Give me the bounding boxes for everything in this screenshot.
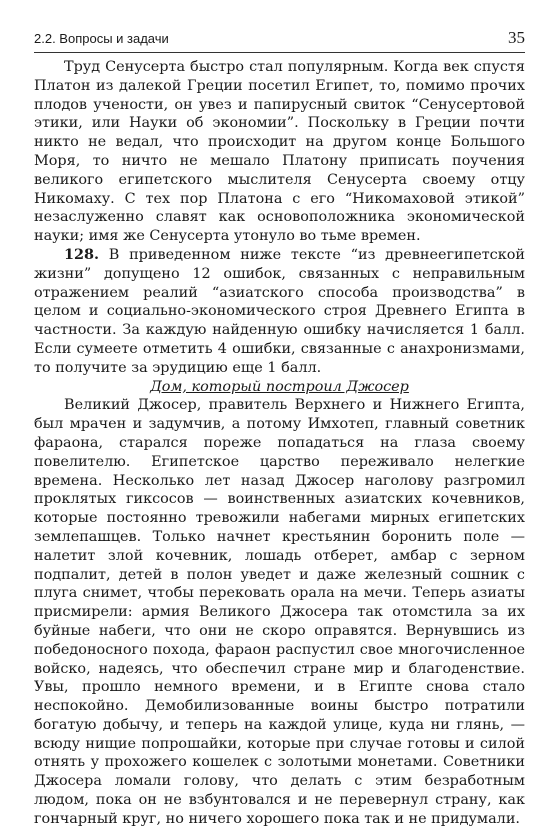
story-title: Дом, который построил Джосер — [150, 378, 409, 395]
paragraph-djoser: Великий Джосер, правитель Верхнего и Нижнего Египта, был мрачен и задумчив, а потому Имхотеп, главный советник фараона, старался пореже попадаться на глаза своему повелителю. Египетское царство переживало нелегкие времена. Несколько лет назад Джосер наголову разгромил проклятых гиксосов — воинственных азиатских кочевников, которые постоянно тревожили набегами мирных египетских землепашцев. Только начнет крестьянин боронить поле — налетит злой кочевник, лошадь отберет, амбар с зерном подпалит, детей в полон уведет и даже железный сошник с плуга снимет, чтобы перековать орала на мечи. Теперь азиаты присмирели: армия Великого Джосера так отомстила за их буйные набеги, что они не скоро оправятся. Вернувшись из победоносного похода, фараон распустил свое многочисленное войско, надеясь, что обеспечил стране мир и благоденствие. Увы, прошло немного времени, и в Египте снова стало неспокойно. Демобилизованные воины быстро потратили богатую добычу, и теперь на каждой улице, куда ни глянь, — всюду нищие попрошайки, которые при случае готовы и силой отнять у прохожего кошелек с золотыми монетами. Советники Джосера ломали голову, что делать с этим безработным людом, пока он не взбунтовался и не перевернул страну, как гончарный круг, но ничего хорошего пока так и не придумали. — [34, 397, 525, 827]
task-128-text: В приведенном ниже тексте “из древнеегипетской жизни” допущено 12 ошибок, связанных с неправильным отражением реалий “азиатского способа производства” в целом и социально-экономического строя Древнего Египта в частности. За каждую найденную ошибку начисляется 1 балл. Если сумеете отметить 4 ошибки, связанные с анахронизмами, то получите за эрудицию еще 1 балл. — [34, 246, 525, 376]
task-128-paragraph — [34, 246, 525, 378]
running-header — [34, 28, 525, 53]
section-title: 2.2. Вопросы и задачи — [34, 31, 169, 46]
page-number: 35 — [508, 28, 525, 47]
paragraph-senusert: Труд Сенусерта быстро стал популярным. Когда век спустя Платон из далекой Греции посетил Египет, то, помимо прочих плодов учености, он увез и папирусный свиток “Сенусертовой этики, или Науки об экономии”. Поскольку в Греции почти никто не ведал, что происходит на другом конце Большого Моря, то ничто не мешало Платону приписать поучения великого египетского мыслителя Сенусерта своему отцу Никомаху. С тех пор Платона с его “Никомаховой этикой” незаслуженно славят как основоположника экономической науки; имя же Сенусерта утонуло во тьме времен. — [34, 59, 525, 245]
task-number: 128. — [64, 245, 100, 263]
page-body — [34, 58, 525, 829]
